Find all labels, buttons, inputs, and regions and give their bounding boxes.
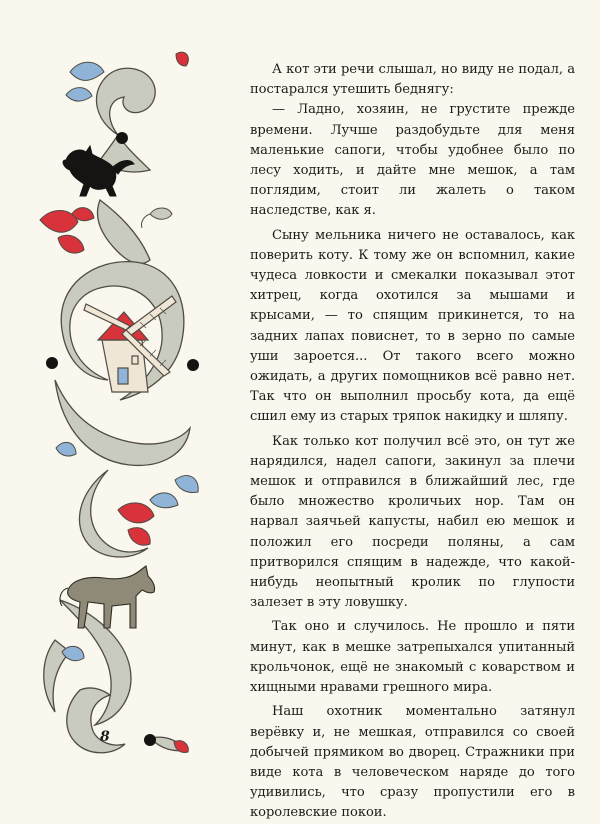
- donkey-icon: [60, 566, 155, 628]
- paragraph: Сыну мельника ничего не оставалось, как поверить коту. К тому же он вспомнил, какие чудеса ловкости и смекалки показывал этот хитрец, когда охотился за мышами и крысами, — то спящим прикинется, то на задних лапах повиснет, то в зерно по самые уши зароется... От такого всего можно ожидать, а других помощников всё равно нет. Так что он выполнил просьбу кота, да ещё сшил ему из старых тряпок накидку и шляпу.: [250, 227, 575, 425]
- paragraph: А кот эти речи слышал, но виду не подал, а постарался утешить беднягу:: [250, 62, 575, 98]
- mouse-icon: [141, 208, 172, 228]
- ornament-column: [0, 0, 220, 780]
- paragraph: — Ладно, хозяин, не грустите прежде времени. Лучше раздобудьте для меня маленькие сапоги, чтобы удобнее было по лесу ходить, и дайте мне мешок, а там поглядим, стоит ли жалеть о таком наследстве, как я.: [250, 102, 575, 219]
- paragraph: Как только кот получил всё это, он тут же нарядился, надел сапоги, закинул за плечи мешок и отправился в ближайший лес, где было множество кроличьих нор. Там он нарвал заячьей капусты, набил ею мешок и положил его посреди поляны, а сам притворился спящим в надежде, что какой-нибудь неопытный кролик по глупости залезет в эту ловушку.: [250, 433, 575, 611]
- page-number: 8: [100, 729, 110, 745]
- paragraph: Так оно и случилось. Не прошло и пяти минут, как в мешке затрепыхался упитанный крольчонок, ещё не знакомый с коварством и хищными нравами грешного мира.: [250, 619, 575, 696]
- paragraph: Наш охотник моментально затянул верёвку и, не мешкая, отправился со своей добычей прямиком во дворец. Стражники при виде кота в человеческом наряде до того удивились, что сразу пропустили его в королевские покои.: [250, 704, 575, 821]
- story-text: [250, 60, 575, 824]
